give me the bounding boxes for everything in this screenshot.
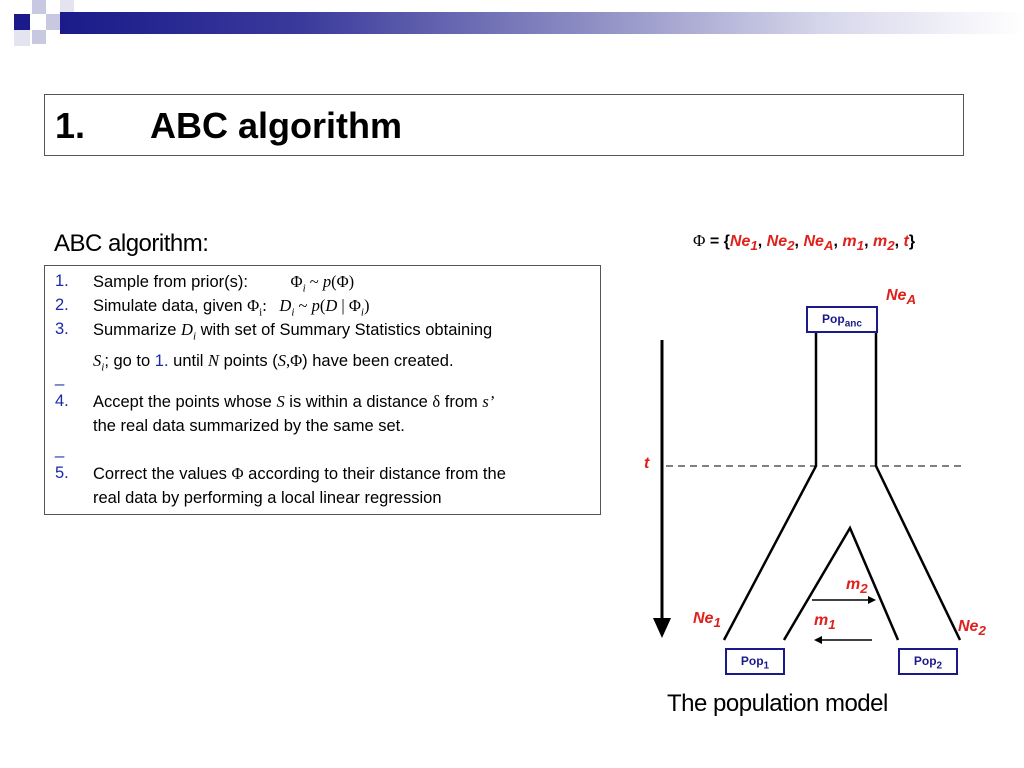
step-text: according to their distance from the xyxy=(248,465,506,483)
step-text: points ( xyxy=(223,351,278,370)
step-reference-link[interactable]: 1. xyxy=(154,351,169,370)
formula-phi: $\Phi_i$: xyxy=(247,296,267,319)
step-text: ) have been created. xyxy=(302,351,454,370)
section-heading: ABC algorithm: xyxy=(54,230,209,257)
step-text: Sample from prior(s): xyxy=(93,273,248,291)
migration-arrow-m2-head xyxy=(868,596,876,604)
pop-ancestral-box: Pop$_{anc}$ xyxy=(806,306,878,333)
decor-square xyxy=(46,14,60,30)
label-ne-1: $Ne_1$ xyxy=(693,610,721,631)
step-text: until xyxy=(173,351,204,370)
list-separator: _ xyxy=(55,440,65,458)
step-number: 3. xyxy=(55,320,69,338)
slide-title-box xyxy=(44,94,964,156)
step-text: ; go to xyxy=(104,351,151,370)
slide-title: ABC algorithm xyxy=(150,105,402,146)
step-text: Summarize xyxy=(93,321,177,339)
label-split-time: t xyxy=(644,455,650,472)
step-text: with set of Summary Statistics obtaining xyxy=(200,321,493,339)
parameter-set-open: = { xyxy=(709,233,730,250)
decor-square xyxy=(60,0,74,12)
decor-square xyxy=(14,14,30,30)
migration-arrow-m1-head xyxy=(814,636,822,644)
step-text: the real data summarized by the same set. xyxy=(93,416,405,435)
step-number: 4. xyxy=(55,392,69,410)
time-arrow-head xyxy=(653,618,671,638)
step-text: real data by performing a local linear regression xyxy=(93,488,442,507)
label-ne-2: $Ne_2$ xyxy=(958,618,986,639)
tree-inner-edge xyxy=(784,528,898,640)
step-number: 1. xyxy=(55,272,69,290)
title-number: 1. xyxy=(55,105,86,146)
step-number: 2. xyxy=(55,296,69,314)
decor-square xyxy=(14,30,30,46)
parameter-set: $\Phi = \{Ne_1$, $Ne_2$, $Ne_A$, $m_1$, $m_2$, t} xyxy=(693,231,916,254)
step-text: Accept the points whose xyxy=(93,393,272,411)
step-text: from xyxy=(444,393,478,411)
list-separator: _ xyxy=(55,368,65,386)
pop-2-box: Pop$_2$ xyxy=(898,648,958,675)
diagram-caption: The population model xyxy=(667,690,888,717)
step-text: Correct the values xyxy=(93,465,227,483)
decor-square xyxy=(32,0,46,14)
label-m1: $m_1$ xyxy=(814,612,836,633)
tree-outer-right-edge xyxy=(876,328,960,640)
step-text: is within a distance xyxy=(289,393,428,411)
algorithm-steps-box: 1. Sample from prior(s): $\Phi_i$ ~ p(Φ) 2. Simulate data, given $\Phi_i$: $D_i$ ~ p(D | $\Phi_i$) 3. Summarize $D_i$ with set of Summary Statistics obtaining $S_i$; go to 1. until N points (S,Φ) have been created. _ 4. Accept the points whose S is within a distance δ from s’ the real data summarized by the same set. _ 5. Correct the values Φ according to their distance from the real data by performing a local linear regression xyxy=(44,265,601,515)
pop-1-box: Pop$_1$ xyxy=(725,648,785,675)
step-text: Simulate data, given xyxy=(93,297,243,315)
label-m2: $m_2$ xyxy=(846,576,868,597)
label-ne-ancestral: $Ne_A$ xyxy=(886,287,917,308)
step-number: 5. xyxy=(55,464,69,482)
header-gradient-band xyxy=(60,12,1024,34)
decor-square xyxy=(32,30,46,44)
formula-simulate: $D_i$ ~ p(D | $\Phi_i$) xyxy=(279,296,370,319)
formula-prior: $\Phi_i$ ~ p(Φ) xyxy=(290,272,355,295)
tree-outer-left-edge xyxy=(724,328,816,640)
slide-header-decoration xyxy=(0,0,1024,56)
